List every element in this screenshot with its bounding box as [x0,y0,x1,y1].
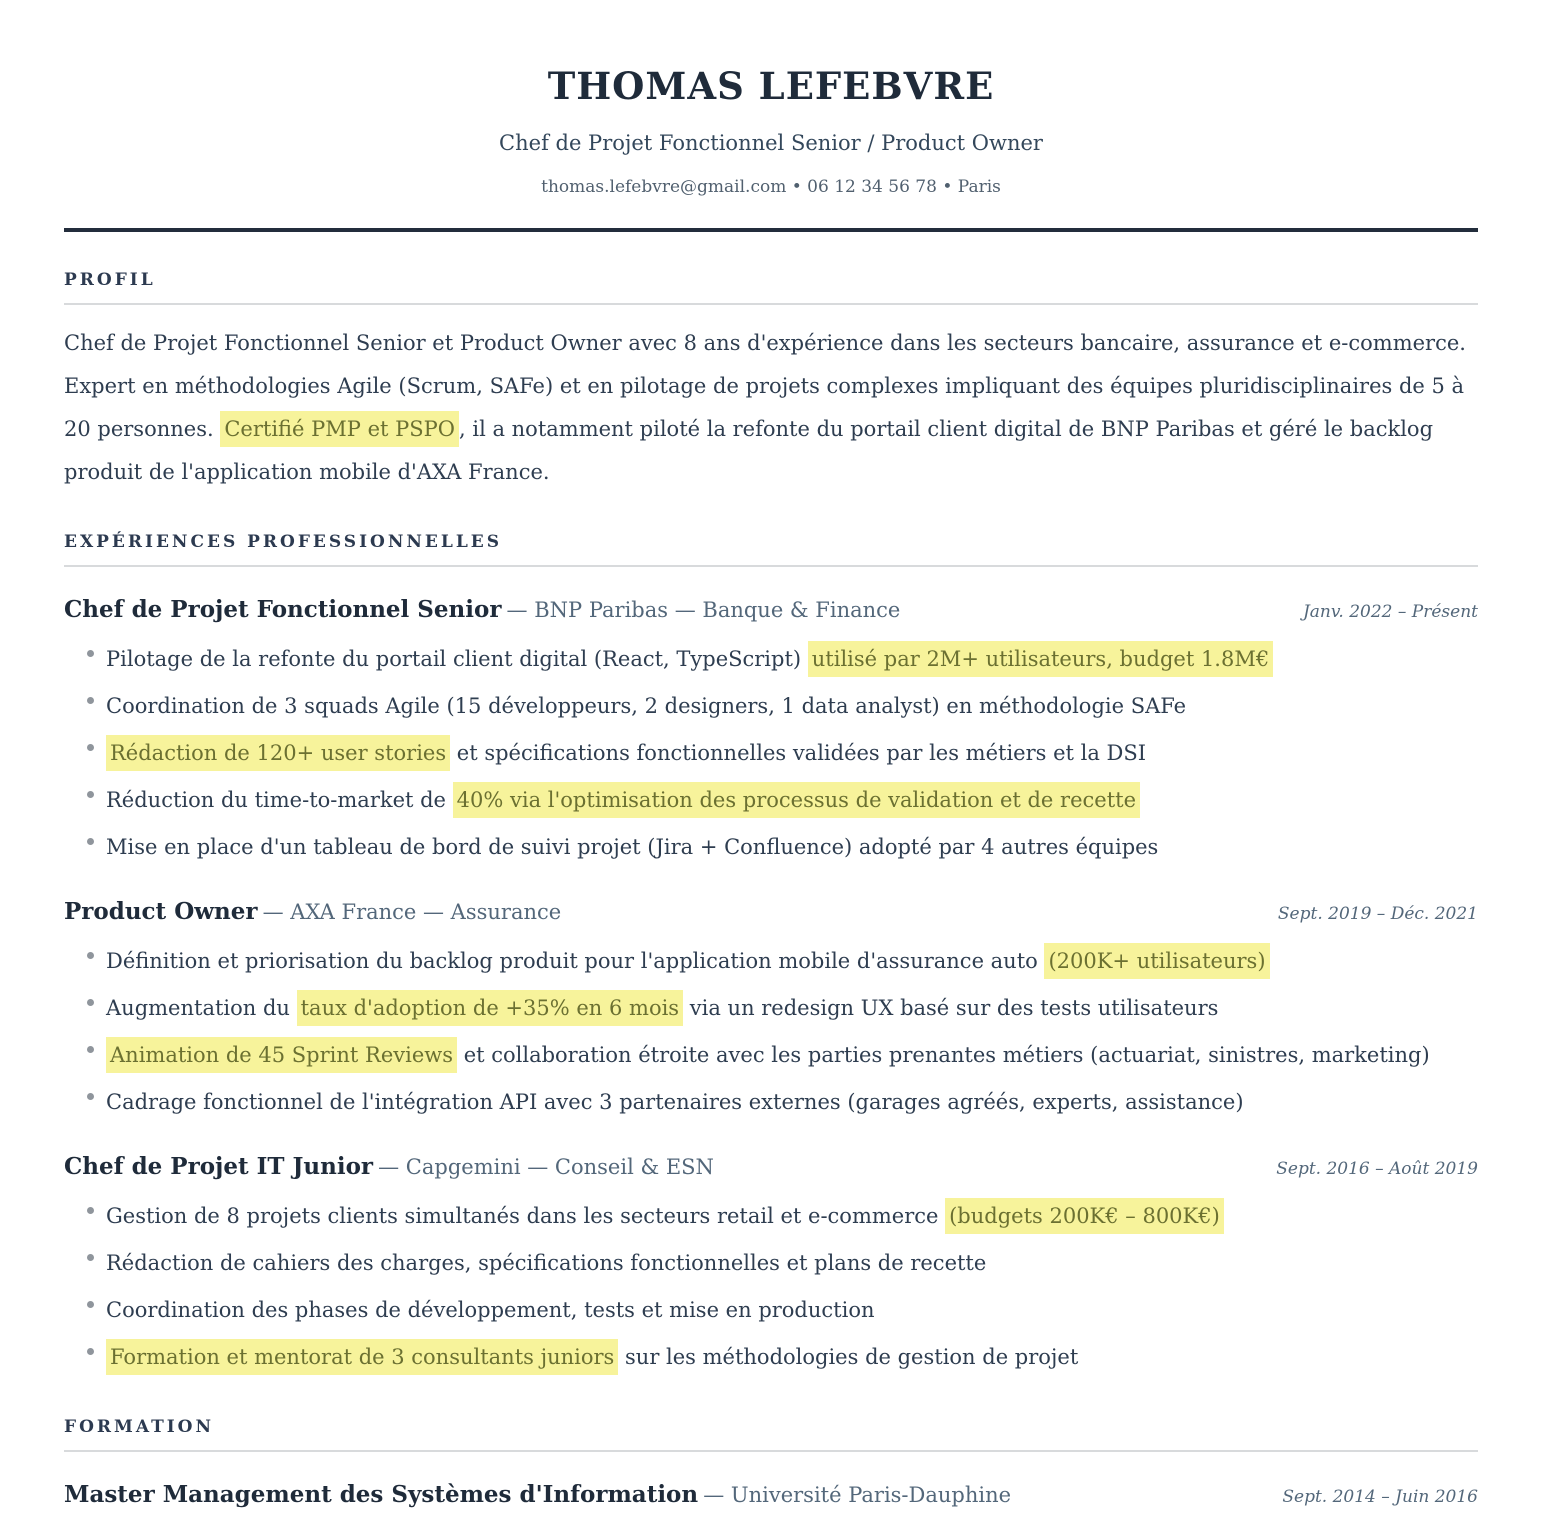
experience-entries [64,593,1478,1379]
highlighted-text: utilisé par 2M+ utilisateurs, budget 1.8M€ [808,641,1273,677]
bullet-icon [87,1348,94,1355]
bullet-item [64,1336,1478,1379]
bullet-icon [87,1254,94,1261]
bullet-icon [87,838,94,845]
highlighted-text: 40% via l'optimisation des processus de validation et de recette [453,782,1140,818]
bullet-icon [87,744,94,751]
education-dates: Sept. 2014 – Juin 2016 [1282,1486,1478,1507]
section-profile [64,270,1478,494]
text-segment: Réduction du time-to-market de [106,787,453,812]
bullet-icon [87,1046,94,1053]
education-entry [64,1478,1478,1514]
job-entry [64,895,1478,1124]
job-title: Chef de Projet Fonctionnel Senior [64,595,502,623]
highlighted-text: Formation et mentorat de 3 consultants juniors [106,1339,618,1375]
bullet-icon [87,1301,94,1308]
text-segment: , il a notamment piloté la refonte du portail client digital de BNP Paribas et géré le backlog produit de l'application mobile d'AXA France. [64,416,1434,484]
bullet-item [64,1242,1478,1285]
profile-heading: PROFIL [64,269,156,290]
job-bullet-list [64,1195,1478,1379]
bullet-item [64,779,1478,822]
header-divider [64,228,1478,232]
bullet-item [64,1195,1478,1238]
bullet-item [64,732,1478,775]
text-segment: sur les méthodologies de gestion de projet [618,1344,1079,1369]
job-title-group [64,895,561,930]
text-segment: Rédaction de cahiers des charges, spécifications fonctionnelles et plans de recette [106,1250,987,1275]
job-organization: — AXA France — Assurance [262,899,562,924]
highlighted-text: Certifié PMP et PSPO [220,411,459,447]
bullet-item [64,987,1478,1030]
section-experience [64,532,1478,1379]
text-segment: Cadrage fonctionnel de l'intégration API avec 3 partenaires externes (garages agréés, experts, assistance) [106,1089,1244,1114]
bullet-item [64,1081,1478,1124]
person-name: THOMAS LEFEBVRE [547,64,995,108]
job-title-group [64,593,900,628]
job-dates: Sept. 2019 – Déc. 2021 [1277,903,1478,924]
cv-header [64,0,1478,198]
bullet-icon [87,697,94,704]
education-title: Master Management des Systèmes d'Information [64,1480,699,1508]
text-segment: Pilotage de la refonte du portail client digital (React, TypeScript) [106,646,808,671]
text-segment: via un redesign UX basé sur des tests utilisateurs [683,995,1219,1020]
text-segment: Chef de Projet Fonctionnel Senior et Product Owner avec 8 ans d'expérience dans les secteurs bancaire, assurance et e-commerce. Expert en méthodologies Agile (Scrum, SAFe) et en pilotage de projets complexes impliquant des équipes pluridisciplinaires de 5 à 20 personnes. [64,330,1466,441]
bullet-icon [87,1207,94,1214]
bullet-item [64,638,1478,681]
job-header [64,1150,1478,1186]
education-heading-rule [64,1450,1478,1452]
job-bullet-list [64,638,1478,869]
bullet-item [64,940,1478,983]
experience-heading-rule [64,565,1478,567]
job-header [64,593,1478,629]
bullet-icon [87,1093,94,1100]
text-segment: Définition et priorisation du backlog produit pour l'application mobile d'assurance auto [106,948,1045,973]
bullet-icon [87,999,94,1006]
job-organization: — Capgemini — Conseil & ESN [378,1154,714,1179]
highlighted-text: (budgets 200K€ – 800K€) [945,1198,1224,1234]
highlighted-text: Animation de 45 Sprint Reviews [106,1037,457,1073]
education-organization: — Université Paris-Dauphine [703,1482,1012,1507]
bullet-icon [87,952,94,959]
job-entry [64,593,1478,869]
contact-line: thomas.lefebvre@gmail.com • 06 12 34 56 78 • Paris [541,177,1001,198]
profile-paragraph [64,322,1478,494]
job-title-group [64,1150,714,1185]
job-title: Product Owner [64,897,258,925]
job-dates: Sept. 2016 – Août 2019 [1276,1158,1478,1179]
job-dates: Janv. 2022 – Présent [1302,601,1478,622]
experience-heading: EXPÉRIENCES PROFESSIONNELLES [64,531,503,552]
text-segment: Coordination des phases de développement, tests et mise en production [106,1297,875,1322]
highlighted-text: Rédaction de 120+ user stories [106,735,450,771]
text-segment: Augmentation du [106,995,297,1020]
section-education [64,1417,1478,1514]
person-job-title: Chef de Projet Fonctionnel Senior / Product Owner [499,131,1043,155]
highlighted-text: (200K+ utilisateurs) [1044,943,1269,979]
text-segment: et collaboration étroite avec les parties prenantes métiers (actuariat, sinistres, marketing) [457,1042,1430,1067]
text-segment: Gestion de 8 projets clients simultanés dans les secteurs retail et e-commerce [106,1203,946,1228]
bullet-item [64,1289,1478,1332]
job-title: Chef de Projet IT Junior [64,1152,374,1180]
education-entries [64,1478,1478,1514]
bullet-item [64,826,1478,869]
profile-heading-rule [64,303,1478,305]
text-segment: et spécifications fonctionnelles validées par les métiers et la DSI [450,740,1147,765]
education-header [64,1478,1478,1514]
education-title-group [64,1478,1011,1513]
bullet-item [64,1034,1478,1077]
education-heading: FORMATION [64,1416,215,1437]
job-header [64,895,1478,931]
bullet-icon [87,791,94,798]
job-entry [64,1150,1478,1379]
highlighted-text: taux d'adoption de +35% en 6 mois [297,990,683,1026]
text-segment: Mise en place d'un tableau de bord de suivi projet (Jira + Confluence) adopté par 4 autres équipes [106,834,1159,859]
job-organization: — BNP Paribas — Banque & Finance [506,597,901,622]
bullet-item [64,685,1478,728]
bullet-icon [87,650,94,657]
text-segment: Coordination de 3 squads Agile (15 développeurs, 2 designers, 1 data analyst) en méthodologie SAFe [106,693,1187,718]
job-bullet-list [64,940,1478,1124]
